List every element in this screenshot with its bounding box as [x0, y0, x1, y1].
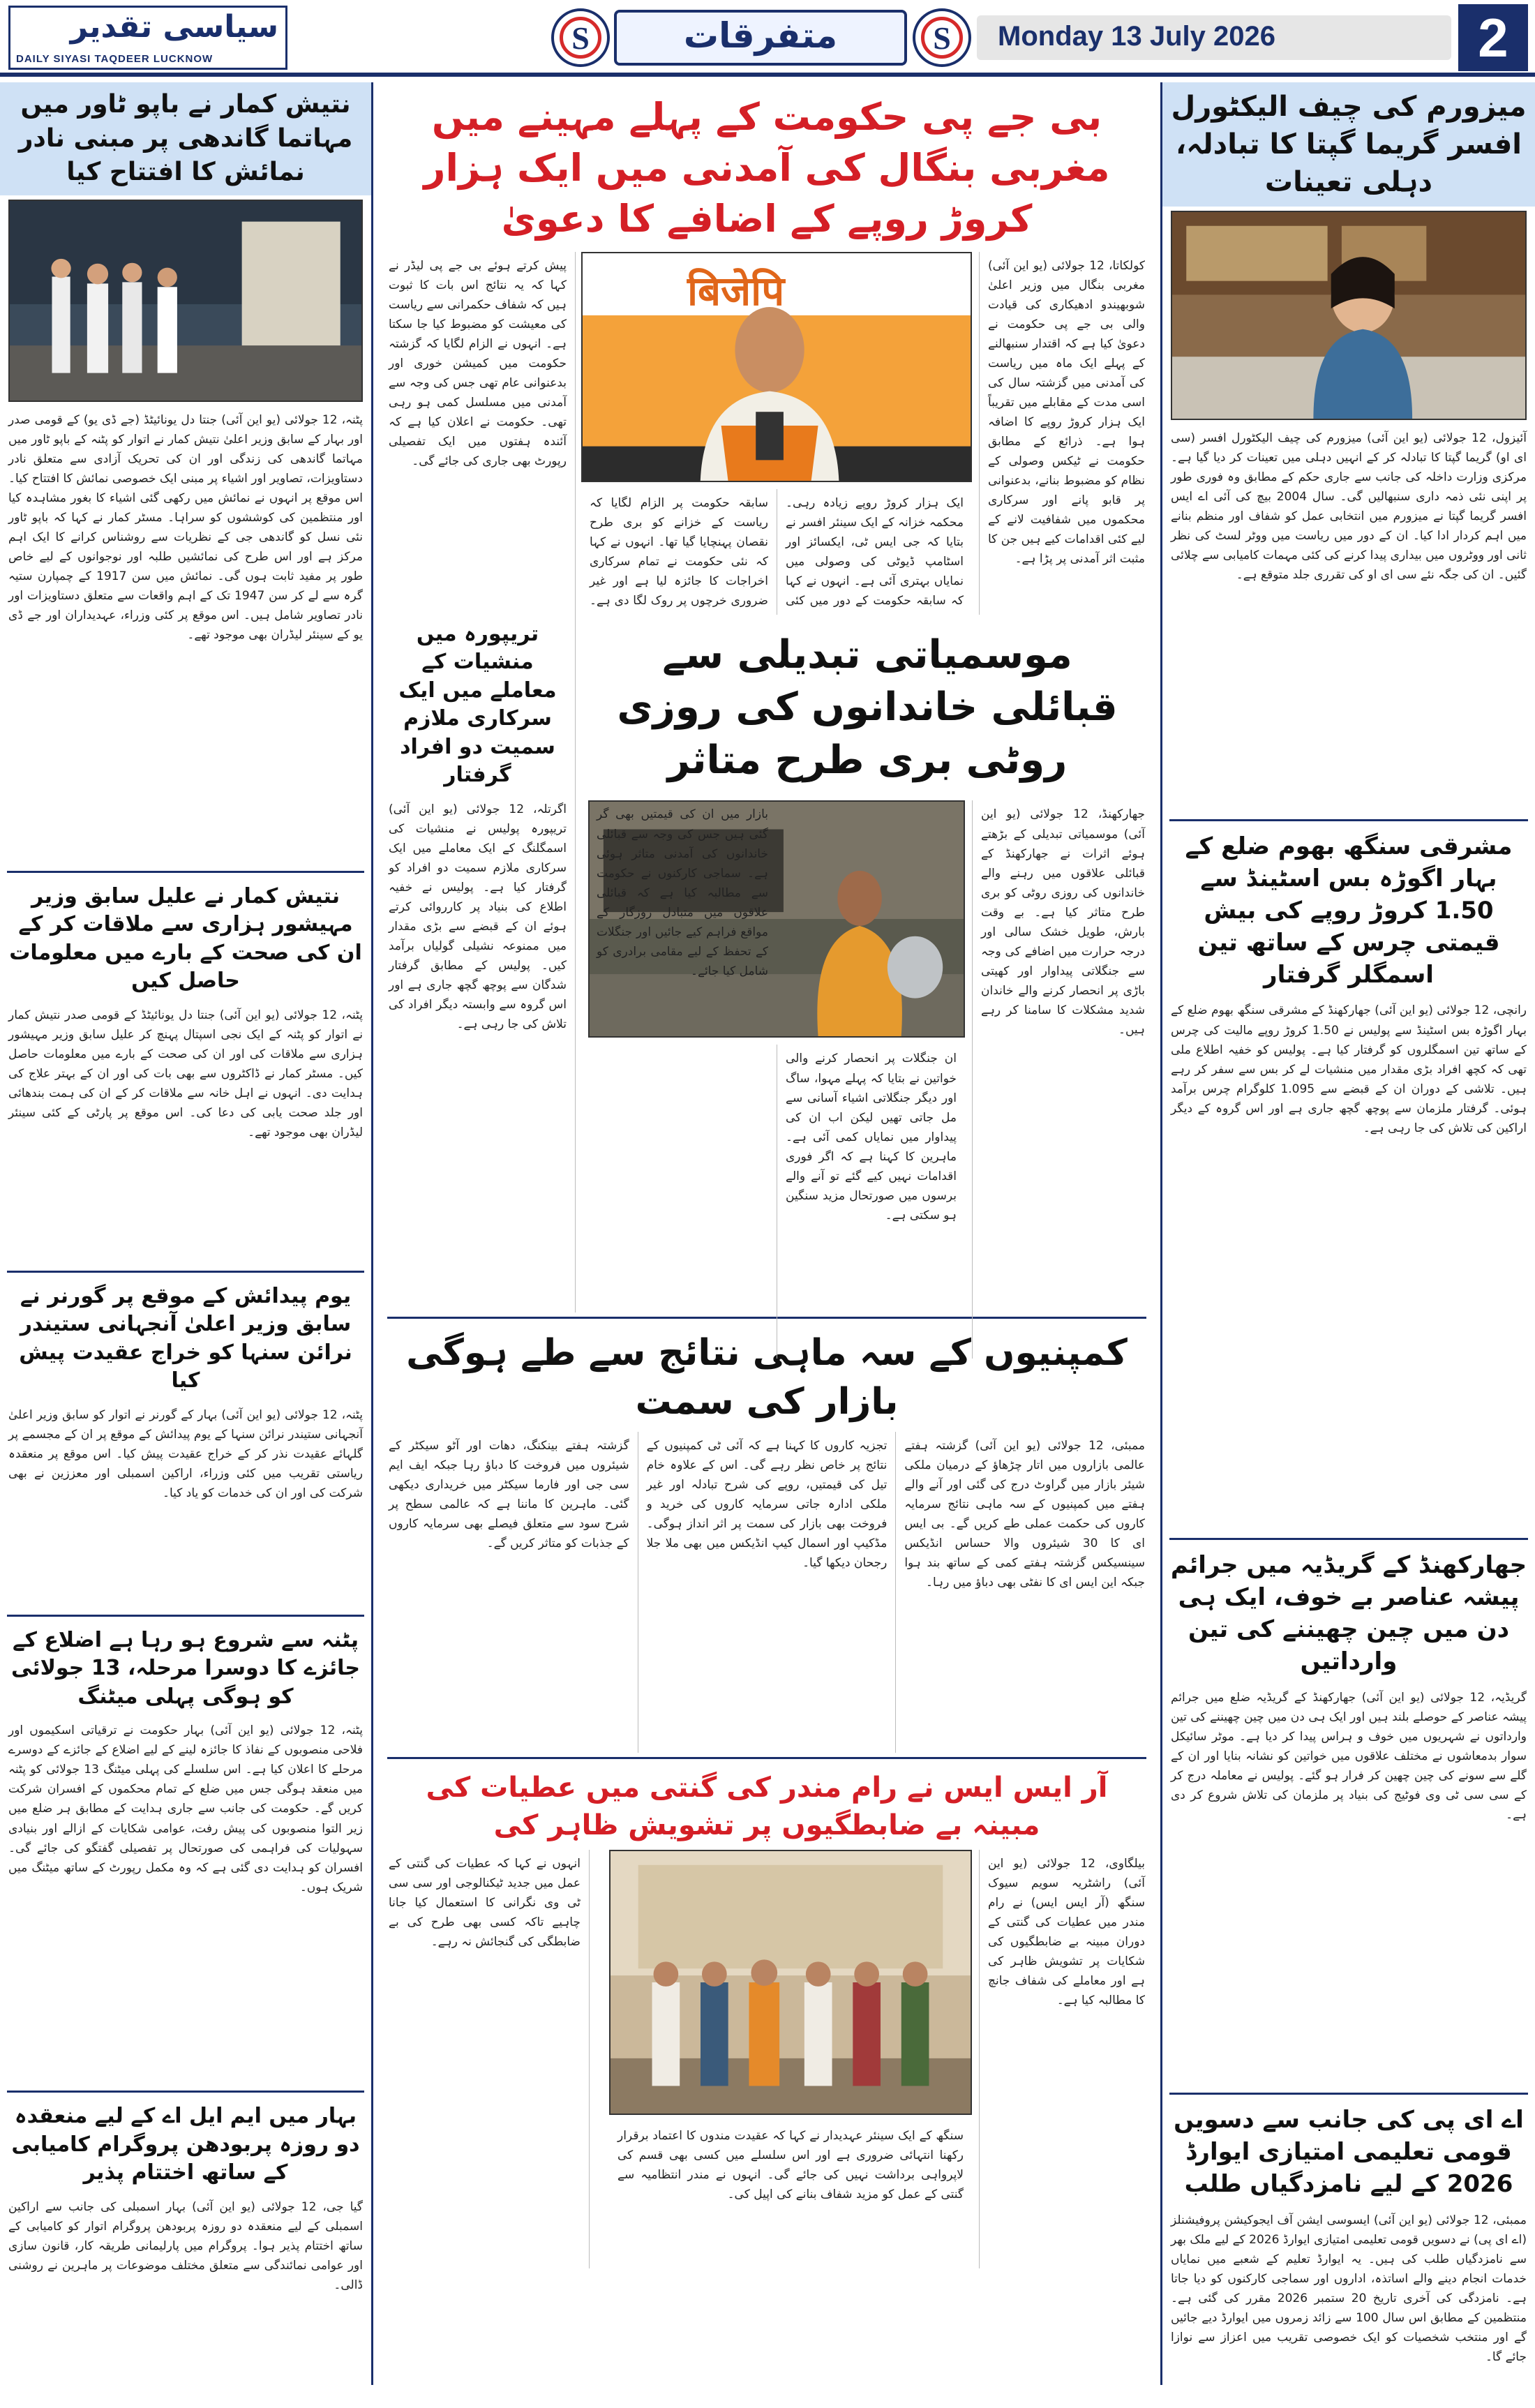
- body-mizoram: آئیزول، 12 جولائی (یو این آئی) میزورم کی چیف الیکٹورل افسر (سی ای او) گریما گپتا کا تبادلہ کر کے انہیں دہلی میں تعینات کر دیا گیا ہے۔ مرکزی وزارت داخلہ کی جانب سے جاری حکم کے مطابق وہ فوری طور پر اپنی نئی ذمہ داری سنبھالیں گی۔ سال 2004 بیچ کی آئی اے ایس افسر گریما گپتا نے میزورم میں انتخابی عمل کو شفاف اور منظم بنانے میں اہم کردار ادا کیا۔ ان کے دور میں ریاست میں ووٹر لسٹ کی نظر ثانی اور ووٹروں میں بیداری پیدا کرنے کی کئی مہمات کامیابی سے چلائی گئیں۔ ان کی جگہ نئے سی ای او کی تقرری جلد متوقع ہے۔: [1171, 431, 1527, 583]
- lead-body-col1: کولکاتا، 12 جولائی (یو این آئی) مغربی بنگال میں وزیر اعلیٰ شوبھیندو ادھیکاری کی قیادت والی بی جے پی حکومت نے دعویٰ کیا ہے کہ اقتدار سنبھالنے کے پہلے ایک ماہ میں ریاست کی آمدنی میں گزشتہ سال کی اسی مدت کے مقابلے میں تقریباً ایک ہزار کروڑ روپے کا اضافہ ہوا ہے۔ ذرائع کے مطابق حکومت نے ٹیکس وصولی کے نظام کو مضبوط بنانے، بدعنوانی پر قابو پانے اور سرکاری محکموں میں شفافیت لانے کے لیے کئی اقدامات کیے ہیں جن کا مثبت اثر آمدنی پر پڑا ہے۔: [979, 252, 1153, 615]
- climate-body-col2: ان جنگلات پر انحصار کرنے والی خواتین نے بتایا کہ پہلے مہوا، ساگ اور دیگر جنگلاتی اشیاء آسانی سے مل جاتی تھیں لیکن اب ان کی پیداوار میں نمایاں کمی آئی ہے۔ ماہرین کا کہنا ہے کہ اگر فوری اقدامات نہیں کیے گئے تو آنے والے برسوں میں صورتحال مزید سنگین ہو سکتی ہے۔: [777, 1045, 965, 1359]
- headline-climate: موسمیاتی تبدیلی سے قبائلی خاندانوں کی روزی روٹی بری طرح متاثر: [617, 631, 1118, 783]
- emblem-icon: S: [551, 8, 610, 67]
- lead-body-col4: پیش کرتے ہوئے بی جے پی لیڈر نے کہا کہ یہ نتائج اس بات کا ثبوت ہیں کہ شفاف حکمرانی سے ریاست کی معیشت کو مضبوط کیا جا سکتا ہے۔ انہوں نے الزام لگایا کہ گزشتہ حکومت میں کمیشن خوری اور بدعنوانی عام تھی جس کی وجہ سے آمدنی میں مسلسل کمی ہو رہی تھی۔ حکومت نے اعلان کیا ہے کہ آئندہ ہفتوں میں ایک تفصیلی رپورٹ بھی جاری کی جائے گی۔: [380, 252, 576, 615]
- headline-giridih: جھارکھنڈ کے گریڈیہ میں جرائم پیشہ عناصر بے خوف، ایک ہی دن میں چین چھیننے کی تین وارداتیں: [1170, 1551, 1527, 1676]
- headline-mla-program: بہار میں ایم ایل اے کے لیے منعقدہ دو روزہ پربودھن پروگرام کامیابی کے ساتھ اختتام پذیر: [11, 2104, 360, 2185]
- masthead: [0, 0, 1535, 77]
- lead-body-col3: سابقہ حکومت پر الزام لگایا کہ ریاست کے خزانے کو بری طرح نقصان پہنچایا گیا تھا۔ انہوں نے کہا کہ نئی حکومت نے تمام سرکاری اخراجات کا جائزہ لیا ہے اور غیر ضروری خرچوں پر روک لگا دی ہے۔: [590, 495, 768, 608]
- lead-headline: بی جے پی حکومت کے پہلے مہینے میں مغربی بنگال کی آمدنی میں ایک ہزار کروڑ روپے کے اضافے کا دعویٰ: [424, 95, 1110, 241]
- right-column: [1160, 82, 1535, 2385]
- headline-mizoram: میزورم کی چیف الیکٹورل افسر گریما گپتا کا تبادلہ، دہلی تعینات: [1162, 82, 1535, 207]
- body-tripura: اگرتلہ، 12 جولائی (یو این آئی) تریپورہ پولیس نے منشیات کی اسمگلنگ کے ایک معاملے میں ایک سرکاری ملازم سمیت دو افراد کو گرفتار کیا ہے۔ پولیس نے خفیہ اطلاع کی بنیاد پر کارروائی کرتے ہوئے ان کے قبضے سے بڑی مقدار میں ممنوعہ نشیلی گولیاں برآمد کیں۔ پولیس کے مطابق گرفتار شدگان سے پوچھ گچھ جاری ہے اور اس گروہ سے وابستہ دیگر افراد کی تلاش کی جا رہی ہے۔: [389, 802, 567, 1032]
- body-hazari-visit: پٹنہ، 12 جولائی (یو این آئی) جنتا دل یونائیٹڈ کے قومی صدر نتیش کمار نے اتوار کو پٹنہ کے ایک نجی اسپتال پہنچ کر علیل سابق وزیر مہیشور ہزاری سے ملاقات کی اور ان کی صحت کے بارے میں معلومات حاصل کیں۔ مسٹر کمار نے ڈاکٹروں سے بھی بات کی اور ان کے بہتر علاج کی ہدایت دی۔ انہوں نے اہل خانہ سے ملاقات کر کے ان کی ہمت بندھائی اور جلد صحت یابی کی دعا کی۔ اس موقع پر پارٹی کے کئی سینئر لیڈران بھی موجود تھے۔: [8, 1008, 363, 1140]
- markets-body-col1: ممبئی، 12 جولائی (یو این آئی) گزشتہ ہفتے عالمی بازاروں میں اتار چڑھاؤ کے درمیان ملکی شیئر بازار میں گراوٹ درج کی گئی اور آنے والے ہفتے میں کمپنیوں کے سہ ماہی نتائج سرمایہ کاروں کی حکمت عملی طے کریں گے۔ بی ایس ای کا 30 شیئروں والا حساس انڈیکس سینسیکس گزشتہ ہفتے کمی کے ساتھ بند ہوا جبکہ این ایس ای کا نفٹی بھی دباؤ میں رہا۔: [895, 1432, 1153, 1753]
- headline-markets: کمپنیوں کے سہ ماہی نتائج سے طے ہوگی بازار کی سمت: [406, 1331, 1128, 1423]
- body-bapu-tower: پٹنہ، 12 جولائی (یو این آئی) جنتا دل یونائیٹڈ (جے ڈی یو) کے قومی صدر اور بہار کے سابق وزیر اعلیٰ نتیش کمار نے اتوار کو پٹنہ کے باپو ٹاور میں مہاتما گاندھی کی زندگی اور ان کی تحریک آزادی سے متعلق نادر دستاویزات، تصاویر اور اشیاء پر مبنی ایک خصوصی نمائش کا افتتاح کیا۔ اس موقع پر انہوں نے نمائش میں رکھی گئی اشیاء کا بغور مشاہدہ کیا اور منتظمین کی کوششوں کو سراہا۔ مسٹر کمار نے کہا کہ باپو ٹاور نئی نسل کو گاندھی جی کے نظریات سے روشناس کرانے کا ایک اہم مرکز ہے اور اس طرح کی نمائشیں طلبہ اور نوجوانوں کے لیے خاص طور پر مفید ثابت ہوں گی۔ نمائش میں سن 1917 کے چمپارن ستیہ گرہ سے لے کر سن 1947 تک کے اہم واقعات سے متعلق دستاویزات اور نادر تصاویر شامل ہیں۔ اس موقع پر کئی وزراء، عہدیداران اور جے ڈی یو کے سینئر لیڈران بھی موجود تھے۔: [8, 412, 364, 643]
- left-column: [0, 82, 373, 2385]
- ram-mandir-body-col1: بیلگاوی، 12 جولائی (یو این آئی) راشٹریہ سویم سیوک سنگھ (آر ایس ایس) نے رام مندر میں عطیات کی گنتی کے دوران مبینہ بے ضابطگیوں کی شکایات پر تشویش ظاہر کی ہے اور معاملے کی شفاف جانچ کا مطالبہ کیا ہے۔: [979, 1850, 1153, 2268]
- body-aep-award: ممبئی، 12 جولائی (یو این آئی) ایسوسی ایشن آف ایجوکیشن پروفیشنلز (اے ای پی) نے دسویں قومی تعلیمی امتیازی ایوارڈ 2026 کے لیے ملک بھر سے نامزدگیاں طلب کی ہیں۔ یہ ایوارڈ تعلیم کے شعبے میں نمایاں خدمات انجام دینے والے اساتذہ، اداروں اور سماجی کارکنوں کو دیا جاتا ہے۔ نامزدگی کی آخری تاریخ 20 ستمبر 2026 مقرر کی گئی ہے۔ منتظمین کے مطابق اس سال 100 سے زائد زمروں میں ایوارڈ دیے جائیں گے اور منتخب شخصیات کو ایک خصوصی تقریب میں اعزاز سے نوازا جائے گا۔: [1171, 2213, 1527, 2365]
- headline-tripura: تریپورہ میں منشیات کے معاملے میں ایک سرکاری ملازم سمیت دو افراد گرفتار: [398, 621, 557, 788]
- headline-district-review: پٹنہ سے شروع ہو رہا ہے اضلاع کے جائزے کا دوسرا مرحلہ، 13 جولائی کو ہوگی پہلی میٹنگ: [10, 1627, 361, 1709]
- body-district-review: پٹنہ، 12 جولائی (یو این آئی) بہار حکومت نے ترقیاتی اسکیموں اور فلاحی منصوبوں کے نفاذ کا جائزہ لینے کے لیے اضلاع کے جائزے کے دوسرے مرحلے کا اعلان کیا ہے۔ اس سلسلے کی پہلی میٹنگ 13 جولائی کو پٹنہ میں منعقد ہوگی جس میں ضلع کے تمام محکموں کے افسران شرکت کریں گے۔ حکومت کی جانب سے جاری ہدایت کے مطابق ہر ضلع میں زیر التوا منصوبوں کی پیش رفت، عوامی شکایات کے ازالے اور بنیادی سہولیات کی فراہمی کی صورتحال پر تفصیلی گفتگو کی جائے گی۔ افسران کو ہدایت دی گئی ہے کہ وہ مکمل رپورٹ کے ساتھ میٹنگ میں شریک ہوں۔: [8, 1723, 363, 1894]
- headline-ram-mandir: آر ایس ایس نے رام مندر کی گنتی میں عطیات کی مبینہ بے ضابطگیوں پر تشویش ظاہر کی: [426, 1772, 1108, 1842]
- ram-mandir-block: [380, 1850, 1153, 2268]
- tripura-block: [380, 615, 576, 1313]
- logo-latin-text: DAILY SIYASI TAQDEER LUCKNOW: [16, 53, 214, 65]
- photo-officer: [1171, 211, 1527, 420]
- photo-temple-group: [609, 1850, 972, 2115]
- headline-aep-award: اے ای پی کی جانب سے دسویں قومی تعلیمی امتیازی ایوارڈ 2026 کے لیے نامزدگیاں طلب: [1174, 2106, 1524, 2198]
- page-number: 2: [1458, 4, 1528, 71]
- newspaper-logo: [8, 6, 287, 70]
- photo-exhibition: [8, 200, 363, 402]
- body-charas-seizure: رانچی، 12 جولائی (یو این آئی) جھارکھنڈ کے مشرقی سنگھ بھوم ضلع کے بہار اگوڑہ بس اسٹینڈ سے پولیس نے 1.50 کروڑ روپے مالیت کی چرس کے ساتھ تین اسمگلروں کو گرفتار کیا ہے۔ پولیس کو خفیہ اطلاع ملی تھی کہ کچھ افراد بڑی مقدار میں منشیات لے کر بس سے سفر کر رہے ہیں۔ تلاشی کے دوران ان کے قبضے سے 1.095 کلوگرام چرس برآمد ہوئی۔ گرفتار ملزمان سے پوچھ گچھ جاری ہے اور اس گروہ کے دیگر اراکین کی تلاش کی جا رہی ہے۔: [1171, 1003, 1527, 1135]
- ram-mandir-body-col2: سنگھ کے ایک سینئر عہدیدار نے کہا کہ عقیدت مندوں کا اعتماد برقرار رکھنا انتہائی ضروری ہے اور اس سلسلے میں کسی بھی قسم کی لاپرواہی برداشت نہیں کی جائے گی۔ انہوں نے مندر انتظامیہ سے گنتی کے عمل کو مزید شفاف بنانے کی اپیل کی۔: [617, 2129, 964, 2202]
- lead-story-block: [380, 252, 1153, 615]
- headline-governor-tribute: یوم پیدائش کے موقع پر گورنر نے سابق وزیر اعلیٰ آنجہانی ستیندر نرائن سنہا کو خراج عقیدت پیش کیا: [19, 1283, 352, 1393]
- climate-block: [581, 615, 1153, 1313]
- headline-hazari-visit: نتیش کمار نے علیل سابق وزیر مہیشور ہزاری سے ملاقات کر کے ان کی صحت کے بارے میں معلومات حاصل کیں: [9, 883, 362, 994]
- climate-body-col3: بازار میں ان کی قیمتیں بھی گر گئی ہیں جس کی وجہ سے قبائلی خاندانوں کی آمدنی متاثر ہوئی ہے۔ سماجی کارکنوں نے حکومت سے مطالبہ کیا ہے کہ قبائلی علاقوں میں متبادل روزگار کے مواقع فراہم کیے جائیں اور جنگلات کے تحفظ کے لیے مقامی برادری کو شامل کیا جائے۔: [597, 807, 768, 978]
- climate-body-col1: جھارکھنڈ، 12 جولائی (یو این آئی) موسمیاتی تبدیلی کے بڑھتے ہوئے اثرات نے جھارکھنڈ کے قبائلی علاقوں میں رہنے والے خاندانوں کی روزی روٹی کو بری طرح متاثر کیا ہے۔ بے وقت بارش، طویل خشک سالی اور درجہ حرارت میں اضافے کی وجہ سے جنگلاتی پیداوار اور کھیتی باڑی پر انحصار کرنے والے خاندان شدید مشکلات کا سامنا کر رہے ہیں۔: [972, 800, 1153, 1359]
- emblem-icon: S: [913, 8, 971, 67]
- section-title-box: [614, 10, 907, 66]
- middle-column: [380, 82, 1153, 2385]
- markets-body-col2: تجزیہ کاروں کا کہنا ہے کہ آئی ٹی کمپنیوں کے نتائج پر خاص نظر رہے گی۔ اس کے علاوہ خام تیل کی قیمتیں، روپے کی شرح تبادلہ اور غیر ملکی ادارہ جاتی سرمایہ کاروں کی خرید و فروخت بھی بازار کی سمت پر اثر انداز ہوگی۔ مڈکیپ اور اسمال کیپ انڈیکس میں بھی ملا جلا رجحان دیکھا گیا۔: [638, 1432, 896, 1753]
- issue-date: Monday 13 July 2026: [998, 21, 1275, 52]
- body-mla-program: گیا جی، 12 جولائی (یو این آئی) بہار اسمبلی کی جانب سے اراکین اسمبلی کے لیے منعقدہ دو روزہ پربودھن پروگرام اتوار کو کامیابی کے ساتھ اختتام پذیر ہوا۔ پروگرام میں پارلیمانی طریقہ کار، قانون سازی اور عوامی نمائندگی سے متعلق مختلف موضوعات پر ماہرین نے روشنی ڈالی۔: [8, 2199, 363, 2292]
- section-title: متفرقات: [683, 15, 838, 56]
- ram-mandir-body-col3: انہوں نے کہا کہ عطیات کی گنتی کے عمل میں جدید ٹیکنالوجی اور سی سی ٹی وی نگرانی کا استعمال کیا جانا چاہیے تاکہ کسی بھی طرح کی بے ضابطگی کی گنجائش نہ رہے۔: [380, 1850, 590, 2268]
- headline-bapu-tower: نتیش کمار نے باپو ٹاور میں مہاتما گاندھی پر مبنی نادر نمائش کا افتتاح کیا: [0, 82, 371, 195]
- lead-body-col2: ایک ہزار کروڑ روپے زیادہ رہی۔ محکمہ خزانہ کے ایک سینئر افسر نے بتایا کہ جی ایس ٹی، ایکسائز اور اسٹامپ ڈیوٹی کی وصولی میں نمایاں بہتری آئی ہے۔ انہوں نے کہا کہ سابقہ حکومت کے دور میں کئی: [777, 489, 972, 615]
- photo-bjp-leader: [581, 252, 972, 482]
- markets-body: [380, 1432, 1153, 1753]
- markets-body-col3: گزشتہ ہفتے بینکنگ، دھات اور آٹو سیکٹر کے شیئروں میں فروخت کا دباؤ رہا جبکہ ایف ایم سی جی اور فارما سیکٹر میں خریداری دیکھی گئی۔ ماہرین کا ماننا ہے کہ عالمی سطح پر شرح سود سے متعلق فیصلے بھی سرمایہ کاروں کے جذبات کو متاثر کریں گے۔: [388, 1439, 629, 1551]
- photo-banner-text: बिजेपि: [687, 267, 785, 315]
- body-giridih: گریڈیہ، 12 جولائی (یو این آئی) جھارکھنڈ کے گریڈیہ ضلع میں جرائم پیشہ عناصر کے حوصلے بلند ہیں اور ایک ہی دن میں چین چھیننے کی تین وارداتوں نے شہریوں میں خوف و ہراس پیدا کر دیا ہے۔ موٹر سائیکل سوار بدمعاشوں نے مختلف علاقوں میں خواتین کو نشانہ بنایا اور ان کے گلے سے سونے کی چین چھین کر فرار ہو گئے۔ پولیس نے معاملہ درج کر کے سی سی ٹی وی فوٹیج کی بنیاد پر ملزمان کی تلاش شروع کر دی ہے۔: [1171, 1691, 1527, 1823]
- body-governor-tribute: پٹنہ، 12 جولائی (یو این آئی) بہار کے گورنر نے اتوار کو سابق وزیر اعلیٰ آنجہانی ستیندر نرائن سنہا کے یوم پیدائش کے موقع پر ان کے مجسمے پر گلہائے عقیدت نذر کر کے خراج عقیدت پیش کیا۔ اس موقع پر منعقدہ ریاستی تقریب میں کئی وزراء، اراکین اسمبلی اور معززین نے بھی شرکت کی اور ان کی خدمات کو یاد کیا۔: [8, 1407, 364, 1500]
- date-box: [977, 15, 1451, 60]
- headline-charas-seizure: مشرقی سنگھ بھوم ضلع کے بہار اگوڑہ بس اسٹینڈ سے 1.50 کروڑ روپے کی بیش قیمتی چرس کے ساتھ تین اسمگلر گرفتار: [1185, 832, 1513, 989]
- second-row: [380, 615, 1153, 1313]
- logo-urdu-text: سیاسی تقدیر: [70, 9, 278, 45]
